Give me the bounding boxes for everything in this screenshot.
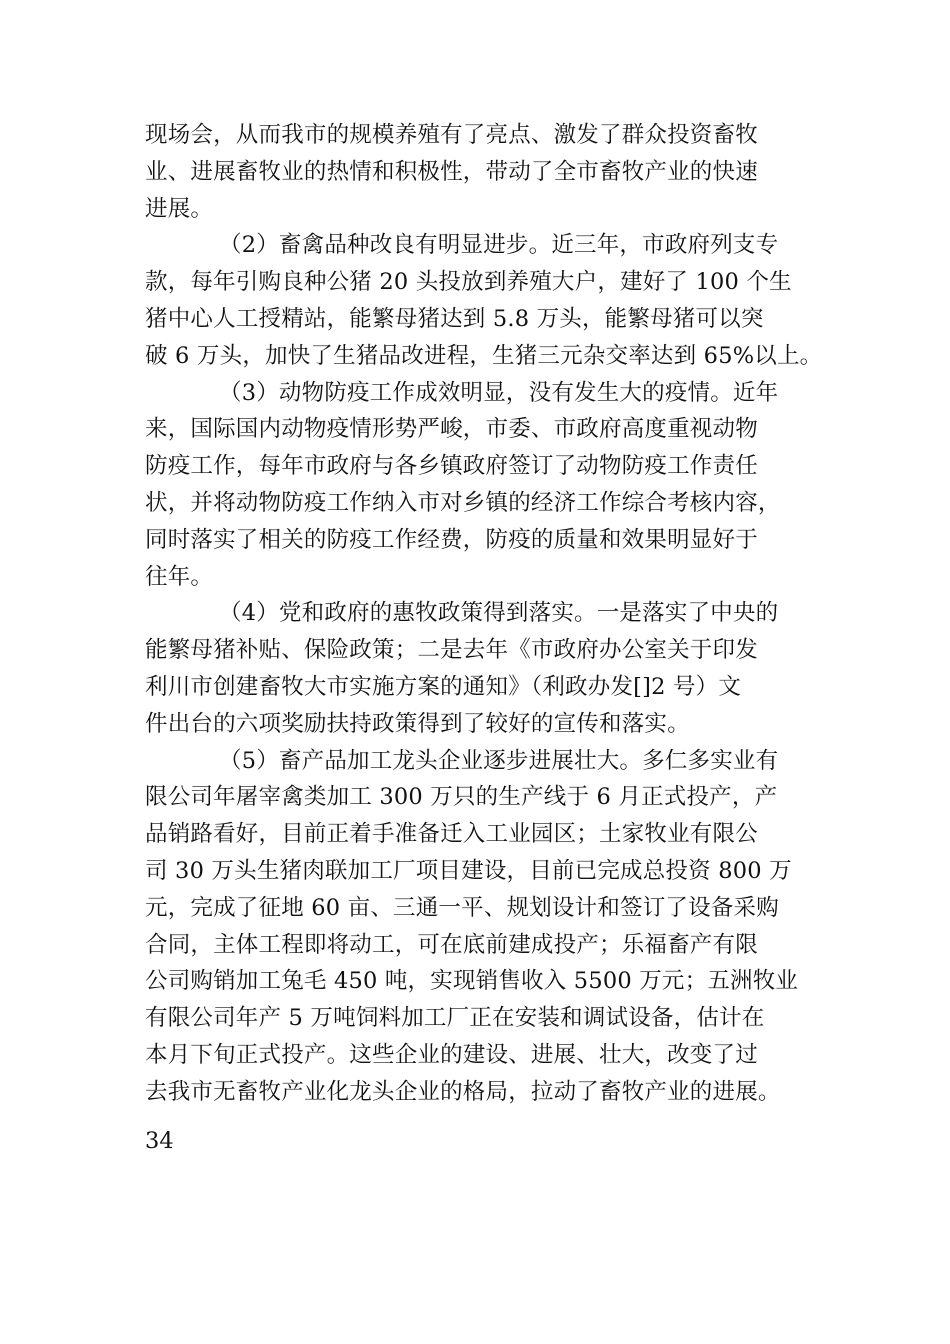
- paragraph-line: 来，国际国内动物疫情形势严峻，市委、市政府高度重视动物: [145, 416, 758, 443]
- paragraph-line: 往年。: [145, 563, 214, 590]
- paragraph-3: [145, 595, 810, 742]
- paragraph-2: [145, 375, 810, 596]
- paragraph-line: 品销路看好，目前正着手准备迁入工业园区；土家牧业有限公: [145, 821, 758, 848]
- paragraph-line: 款，每年引购良种公猪 20 头投放到养殖大户，建好了 100 个生: [145, 269, 792, 296]
- paragraph-first-line: （4）党和政府的惠牧政策得到落实。一是落实了中央的: [219, 600, 779, 627]
- paragraph-first-line: （5）畜产品加工龙头企业逐步进展壮大。多仁多实业有: [219, 747, 779, 774]
- paragraph-line: 合同，主体工程即将动工，可在底前建成投产；乐福畜产有限: [145, 931, 758, 958]
- paragraph-first-line: （2）畜禽品种改良有明显进步。近三年，市政府列支专: [219, 232, 779, 259]
- page-number: 34: [145, 1128, 174, 1154]
- paragraph-first-line: （3）动物防疫工作成效明显，没有发生大的疫情。近年: [219, 379, 779, 406]
- paragraph-line: 本月下旬正式投产。这些企业的建设、进展、壮大，改变了过: [145, 1041, 758, 1068]
- paragraph-line: 公司购销加工兔毛 450 吨，实现销售收入 5500 万元；五洲牧业: [145, 968, 799, 995]
- paragraph-line: 猪中心人工授精站，能繁母猪达到 5.8 万头，能繁母猪可以突: [145, 305, 764, 332]
- paragraph-line: 现场会，从而我市的规模养殖有了亮点、激发了群众投资畜牧: [145, 122, 758, 148]
- paragraph-line: 限公司年屠宰禽类加工 300 万只的生产线于 6 月正式投产，产: [145, 784, 778, 811]
- paragraph-line: 能繁母猪补贴、保险政策；二是去年《市政府办公室关于印发: [145, 637, 758, 664]
- body-text: [145, 117, 823, 1111]
- paragraph-line: 状，并将动物防疫工作纳入市对乡镇的经济工作综合考核内容，: [145, 489, 781, 516]
- paragraph-4: [145, 743, 810, 1111]
- paragraph-line: 破 6 万头，加快了生猪品改进程，生猪三元杂交率达到 65%以上。: [145, 342, 823, 369]
- paragraph-line: 同时落实了相关的防疫工作经费，防疫的质量和效果明显好于: [145, 526, 758, 553]
- paragraph-line: 业、进展畜牧业的热情和积极性，带动了全市畜牧产业的快速: [145, 158, 758, 185]
- paragraph-0: [145, 117, 810, 227]
- paragraph-1: [145, 227, 823, 374]
- paragraph-line: 件出台的六项奖励扶持政策得到了较好的宣传和落实。: [145, 710, 690, 737]
- paragraph-line: 有限公司年产 5 万吨饲料加工厂正在安装和调试设备，估计在: [145, 1005, 765, 1032]
- paragraph-line: 司 30 万头生猪肉联加工厂项目建设，目前已完成总投资 800 万: [145, 857, 792, 884]
- paragraph-line: 利川市创建畜牧大市实施方案的通知》（利政办发[]2 号）文: [145, 673, 742, 700]
- paragraph-line: 元，完成了征地 60 亩、三通一平、规划设计和签订了设备采购: [145, 894, 779, 921]
- paragraph-line: 防疫工作，每年市政府与各乡镇政府签订了动物防疫工作责任: [145, 453, 758, 480]
- paragraph-line: 进展。: [145, 195, 214, 222]
- paragraph-line: 去我市无畜牧产业化龙头企业的格局，拉动了畜牧产业的进展。: [145, 1078, 781, 1105]
